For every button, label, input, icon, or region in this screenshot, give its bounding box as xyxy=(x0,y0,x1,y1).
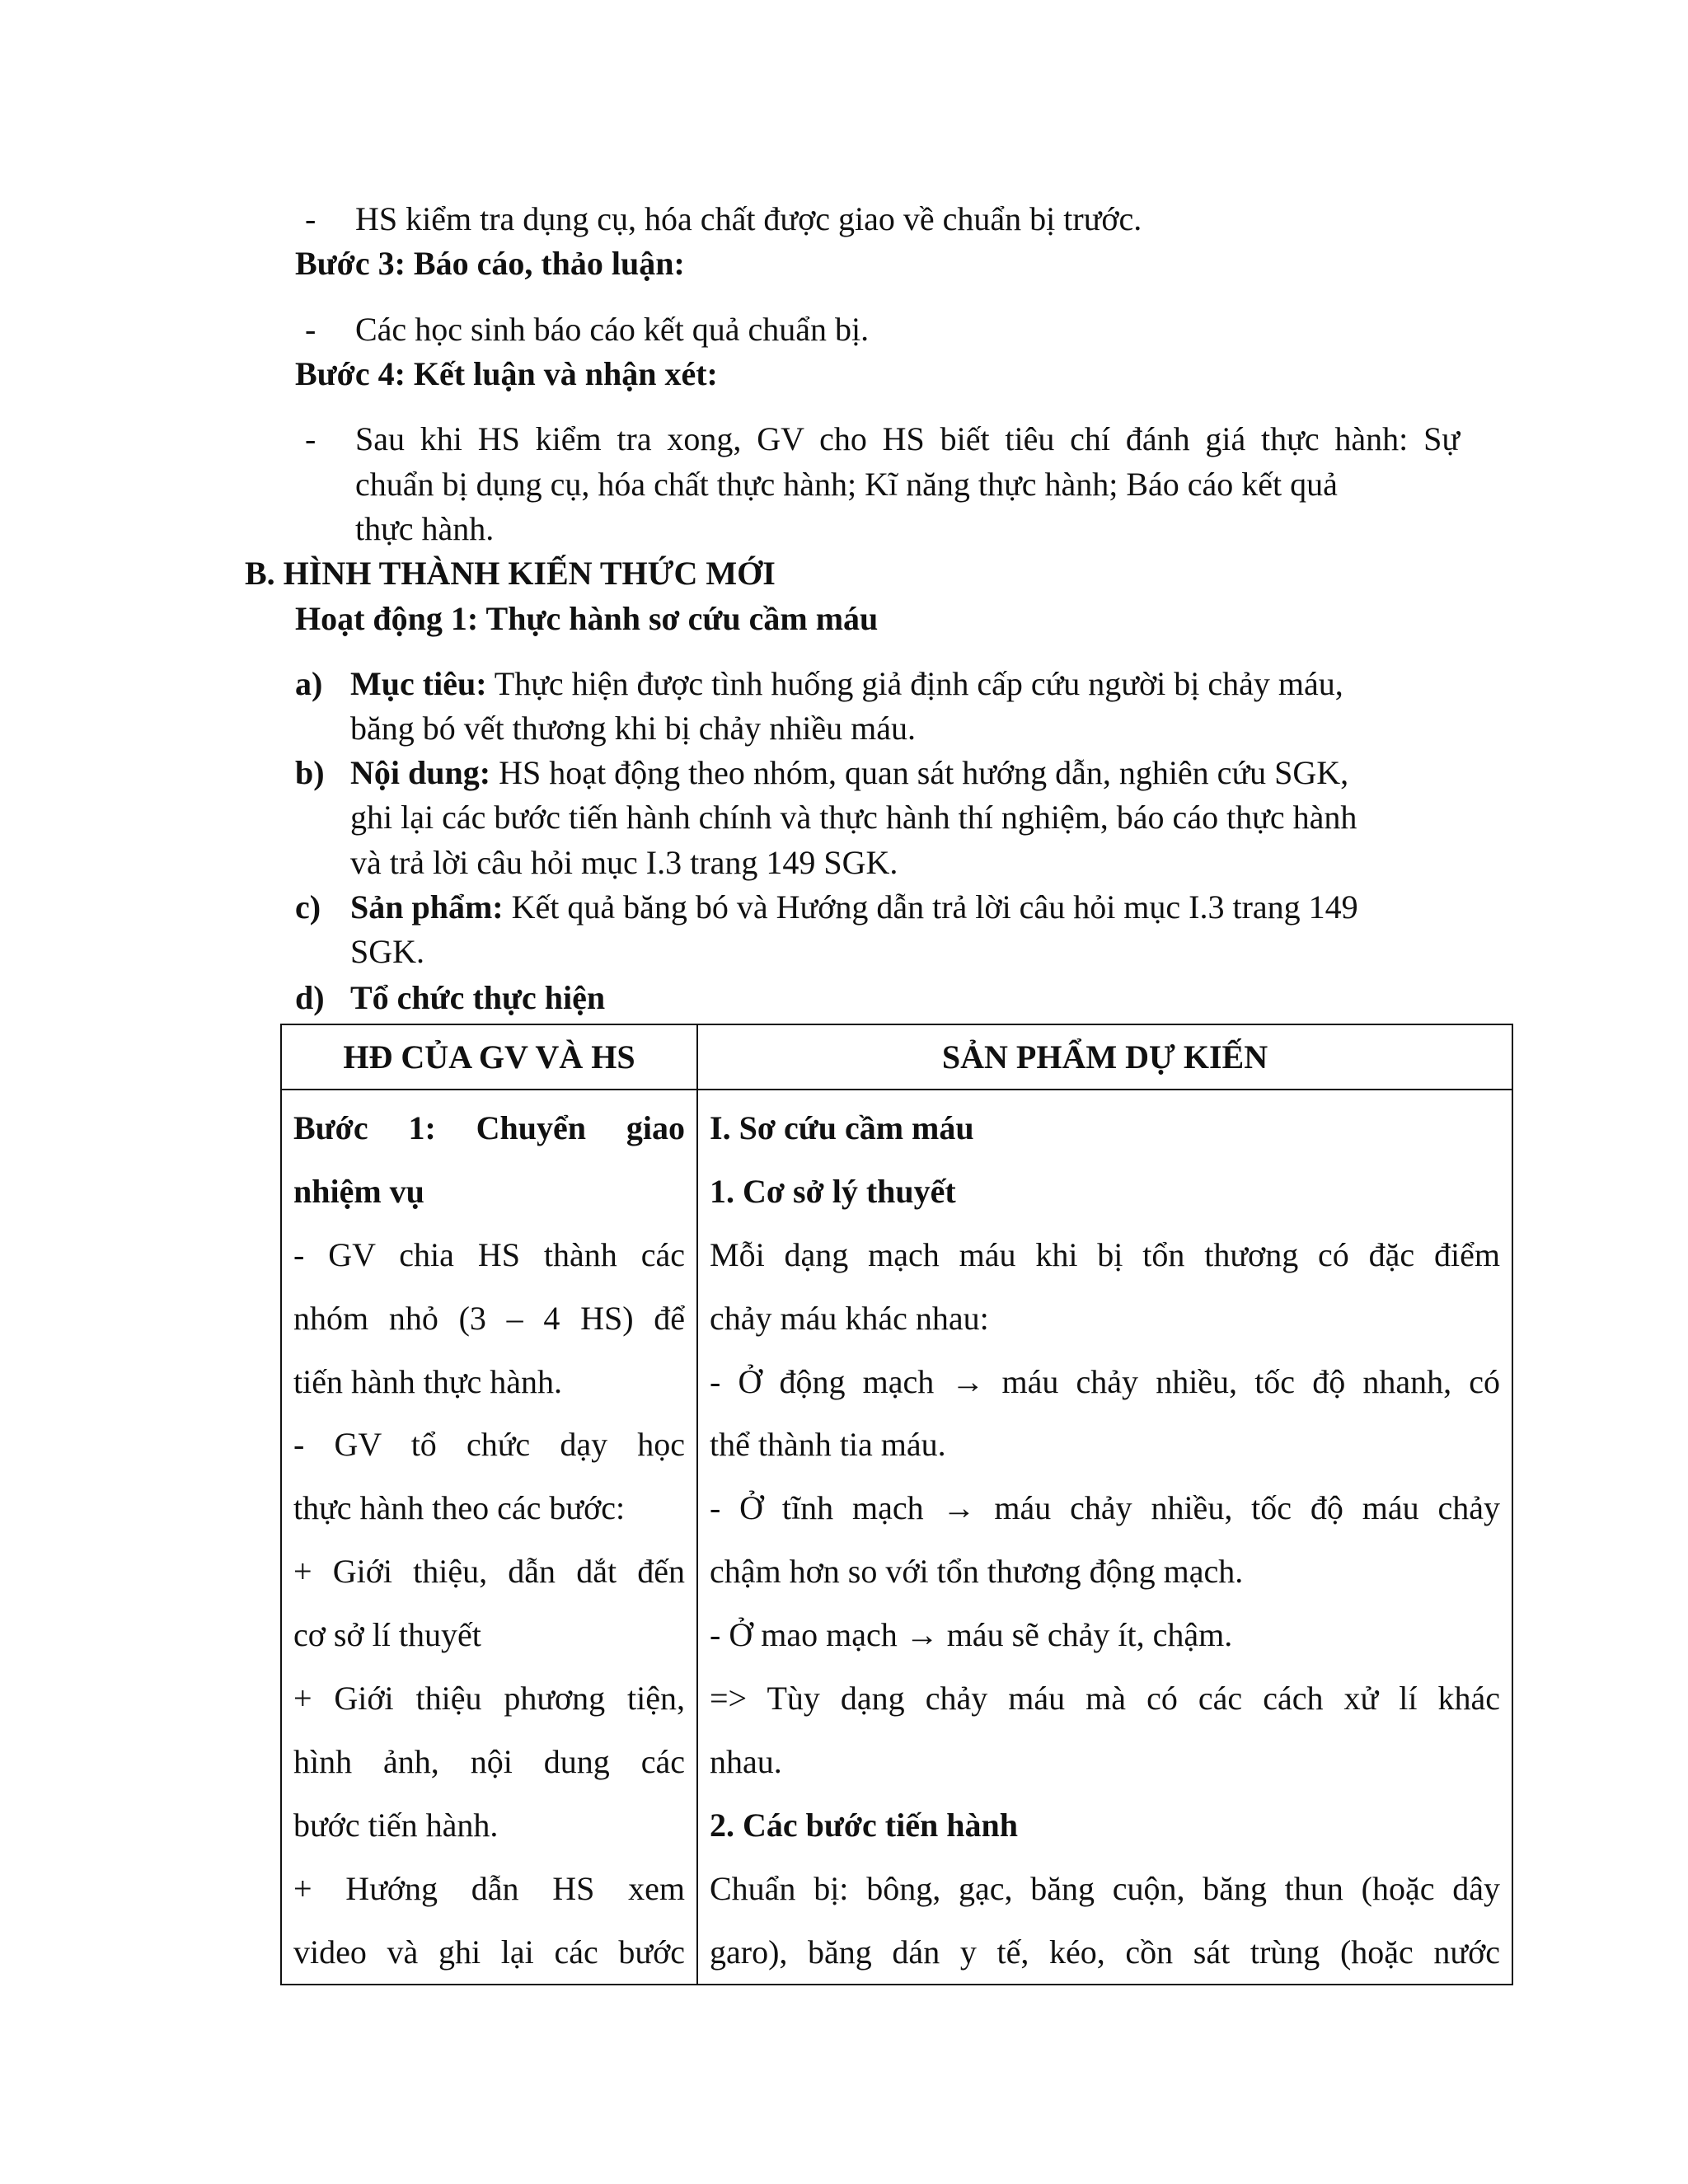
activity-title: Hoạt động 1: Thực hành sơ cứu cầm máu xyxy=(295,600,879,637)
cell-line: + Giới thiệu phương tiện, xyxy=(293,1680,685,1718)
item-marker: d) xyxy=(295,979,325,1016)
teacher-student-text xyxy=(282,1090,696,1984)
cell-line: - GV tổ chức dạy học xyxy=(293,1426,685,1464)
item-d-label: Tổ chức thực hiện xyxy=(350,979,606,1016)
cell-line: Bước 1: Chuyển giao xyxy=(293,1109,685,1146)
cell-line: - GV chia HS thành các xyxy=(293,1235,685,1273)
cell-line: chảy máu khác nhau: xyxy=(710,1299,989,1337)
cell-line: tiến hành thực hành. xyxy=(293,1362,563,1400)
cell-line: cơ sở lí thuyết xyxy=(293,1616,481,1654)
item-text: Kết quả băng bó và Hướng dẫn trả lời câu hỏi mục I.3 trang 149 xyxy=(503,888,1358,926)
bullet-dash: - xyxy=(305,420,316,457)
cell-line: thực hành theo các bước: xyxy=(293,1489,626,1527)
table-header: HĐ CỦA GV VÀ HS xyxy=(281,1024,697,1090)
item-marker: c) xyxy=(295,888,321,926)
item-a-line xyxy=(350,661,1343,707)
item-text: HS hoạt động theo nhóm, quan sát hướng dẫn, nghiên cứu SGK, xyxy=(490,754,1349,791)
cell-line: video và ghi lại các bước xyxy=(293,1933,685,1971)
item-label: Mục tiêu: xyxy=(350,665,487,702)
step4-line: thực hành. xyxy=(355,510,495,547)
intro-line: HS kiểm tra dụng cụ, hóa chất được giao về chuẩn bị trước. xyxy=(355,200,1142,237)
item-marker: b) xyxy=(295,754,325,791)
activity-table xyxy=(280,1024,1513,1985)
bullet-dash: - xyxy=(305,200,316,237)
cell-line: chậm hơn so với tổn thương động mạch. xyxy=(710,1553,1244,1591)
item-b-line: và trả lời câu hỏi mục I.3 trang 149 SGK. xyxy=(350,844,898,881)
step3-line: Các học sinh báo cáo kết quả chuẩn bị. xyxy=(355,311,870,348)
step4-title: Bước 4: Kết luận và nhận xét: xyxy=(295,355,718,392)
cell-line: hình ảnh, nội dung các xyxy=(293,1742,685,1780)
step3-title: Bước 3: Báo cáo, thảo luận: xyxy=(295,245,685,282)
cell-line: nhóm nhỏ (3 – 4 HS) để xyxy=(293,1299,685,1337)
item-text: Thực hiện được tình huống giả định cấp cứu người bị chảy máu, xyxy=(486,665,1343,702)
cell-line: garo), băng dán y tế, kéo, cồn sát trùng (hoặc nước xyxy=(710,1933,1500,1971)
cell-line: + Giới thiệu, dẫn dắt đến xyxy=(293,1553,685,1591)
item-b-line xyxy=(350,750,1348,796)
section-title: B. HÌNH THÀNH KIẾN THỨC MỚI xyxy=(245,555,776,592)
item-label: Sản phẩm: xyxy=(350,888,504,926)
item-a-line: băng bó vết thương khi bị chảy nhiều máu. xyxy=(350,710,917,747)
cell-line: 1. Cơ sở lý thuyết xyxy=(710,1172,956,1210)
cell-line: I. Sơ cứu cầm máu xyxy=(710,1109,974,1146)
cell-line: - Ở động mạch → máu chảy nhiều, tốc độ nhanh, có xyxy=(710,1362,1500,1400)
cell-line: + Hướng dẫn HS xem xyxy=(293,1869,685,1907)
cell-line: 2. Các bước tiến hành xyxy=(710,1806,1018,1844)
item-c-line xyxy=(350,884,1358,930)
table-header-row xyxy=(281,1024,1512,1090)
teacher-student-cell xyxy=(281,1090,697,1985)
step4-line: chuẩn bị dụng cụ, hóa chất thực hành; Kĩ năng thực hành; Báo cáo kết quả xyxy=(355,466,1338,503)
item-c-line: SGK. xyxy=(350,933,425,970)
cell-line: => Tùy dạng chảy máu mà có các cách xử lí khác xyxy=(710,1680,1500,1718)
item-b-line: ghi lại các bước tiến hành chính và thực hành thí nghiệm, báo cáo thực hành xyxy=(350,799,1357,836)
cell-line: - Ở mao mạch → máu sẽ chảy ít, chậm. xyxy=(710,1616,1233,1654)
cell-line: nhau. xyxy=(710,1742,782,1780)
table-row xyxy=(281,1090,1512,1985)
cell-line: thể thành tia máu. xyxy=(710,1426,946,1464)
cell-line: nhiệm vụ xyxy=(293,1172,424,1210)
cell-line: Mỗi dạng mạch máu khi bị tổn thương có đặc điểm xyxy=(710,1235,1500,1273)
item-label: Nội dung: xyxy=(350,754,491,791)
expected-product-text xyxy=(698,1090,1512,1984)
table-header: SẢN PHẨM DỰ KIẾN xyxy=(697,1024,1512,1090)
bullet-dash: - xyxy=(305,311,316,348)
step4-line: Sau khi HS kiểm tra xong, GV cho HS biết tiêu chí đánh giá thực hành: Sự xyxy=(355,420,1460,457)
expected-product-cell xyxy=(697,1090,1512,1985)
cell-line: bước tiến hành. xyxy=(293,1806,499,1844)
cell-line: Chuẩn bị: bông, gạc, băng cuộn, băng thun (hoặc dây xyxy=(710,1869,1500,1907)
item-marker: a) xyxy=(295,665,323,702)
cell-line: - Ở tĩnh mạch → máu chảy nhiều, tốc độ máu chảy xyxy=(710,1489,1500,1527)
